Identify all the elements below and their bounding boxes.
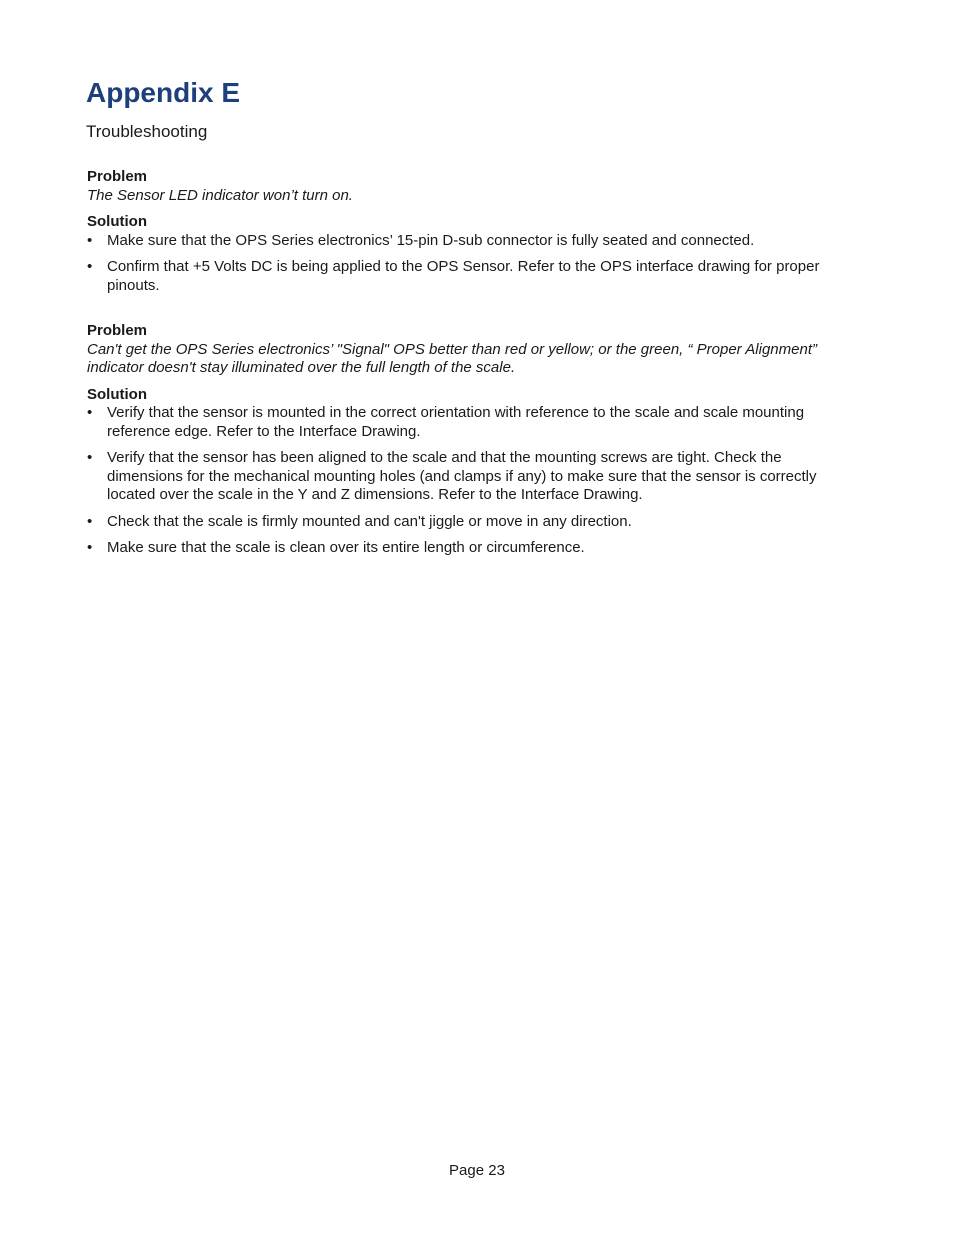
page-title: Appendix E: [86, 77, 241, 108]
problem-label: Problem: [87, 168, 148, 185]
solution-item: [87, 539, 827, 558]
page-number: Page 23: [449, 1162, 505, 1179]
solution-item: [87, 258, 827, 295]
solution-text: Check that the scale is firmly mounted and can't jiggle or move in any direction.: [107, 512, 632, 530]
problem-label: Problem: [87, 322, 148, 339]
solution-text: Confirm that +5 Volts DC is being applied to the OPS Sensor. Refer to the OPS interface drawing for proper pinouts.: [107, 258, 820, 294]
solution-label: Solution: [87, 213, 147, 230]
solution-list: [87, 404, 827, 558]
solution-item: [87, 513, 827, 532]
solution-label: Solution: [87, 385, 147, 403]
bullet-icon: •: [87, 231, 93, 249]
problem-description: Can't get the OPS Series electronics’ "Signal" OPS better than red or yellow; or the green, “ Proper Alignment” indicator doesn't stay illuminated over the full length of the scale.: [87, 340, 817, 376]
solution-list: [87, 232, 827, 296]
troubleshooting-block-1: [87, 168, 827, 295]
troubleshooting-block-2: [87, 322, 827, 558]
troubleshooting-content: [87, 168, 827, 566]
solution-item: [87, 404, 827, 441]
bullet-icon: •: [87, 404, 93, 421]
bullet-icon: •: [87, 258, 93, 275]
bullet-icon: •: [87, 539, 93, 556]
bullet-icon: •: [87, 449, 93, 466]
solution-text: Verify that the sensor has been aligned to the scale and that the mounting screws are tight. Check the dimensions for the mechanical mounting holes (and clamps if any) to make sure that the sensor is correctly located over the scale in the Y and Z dimensions. Refer to the Interface Drawing.: [107, 449, 817, 503]
problem-description: The Sensor LED indicator won’t turn on.: [87, 186, 353, 204]
solution-text: Make sure that the scale is clean over its entire length or circumference.: [107, 539, 585, 556]
bullet-icon: •: [87, 512, 93, 530]
solution-text: Verify that the sensor is mounted in the correct orientation with reference to the scale and scale mounting reference edge. Refer to the Interface Drawing.: [107, 404, 805, 440]
solution-item: [87, 232, 827, 251]
page-subtitle: Troubleshooting: [86, 122, 208, 141]
solution-text: Make sure that the OPS Series electronics’ 15-pin D-sub connector is fully seated and connected.: [107, 231, 755, 249]
solution-item: [87, 449, 827, 505]
